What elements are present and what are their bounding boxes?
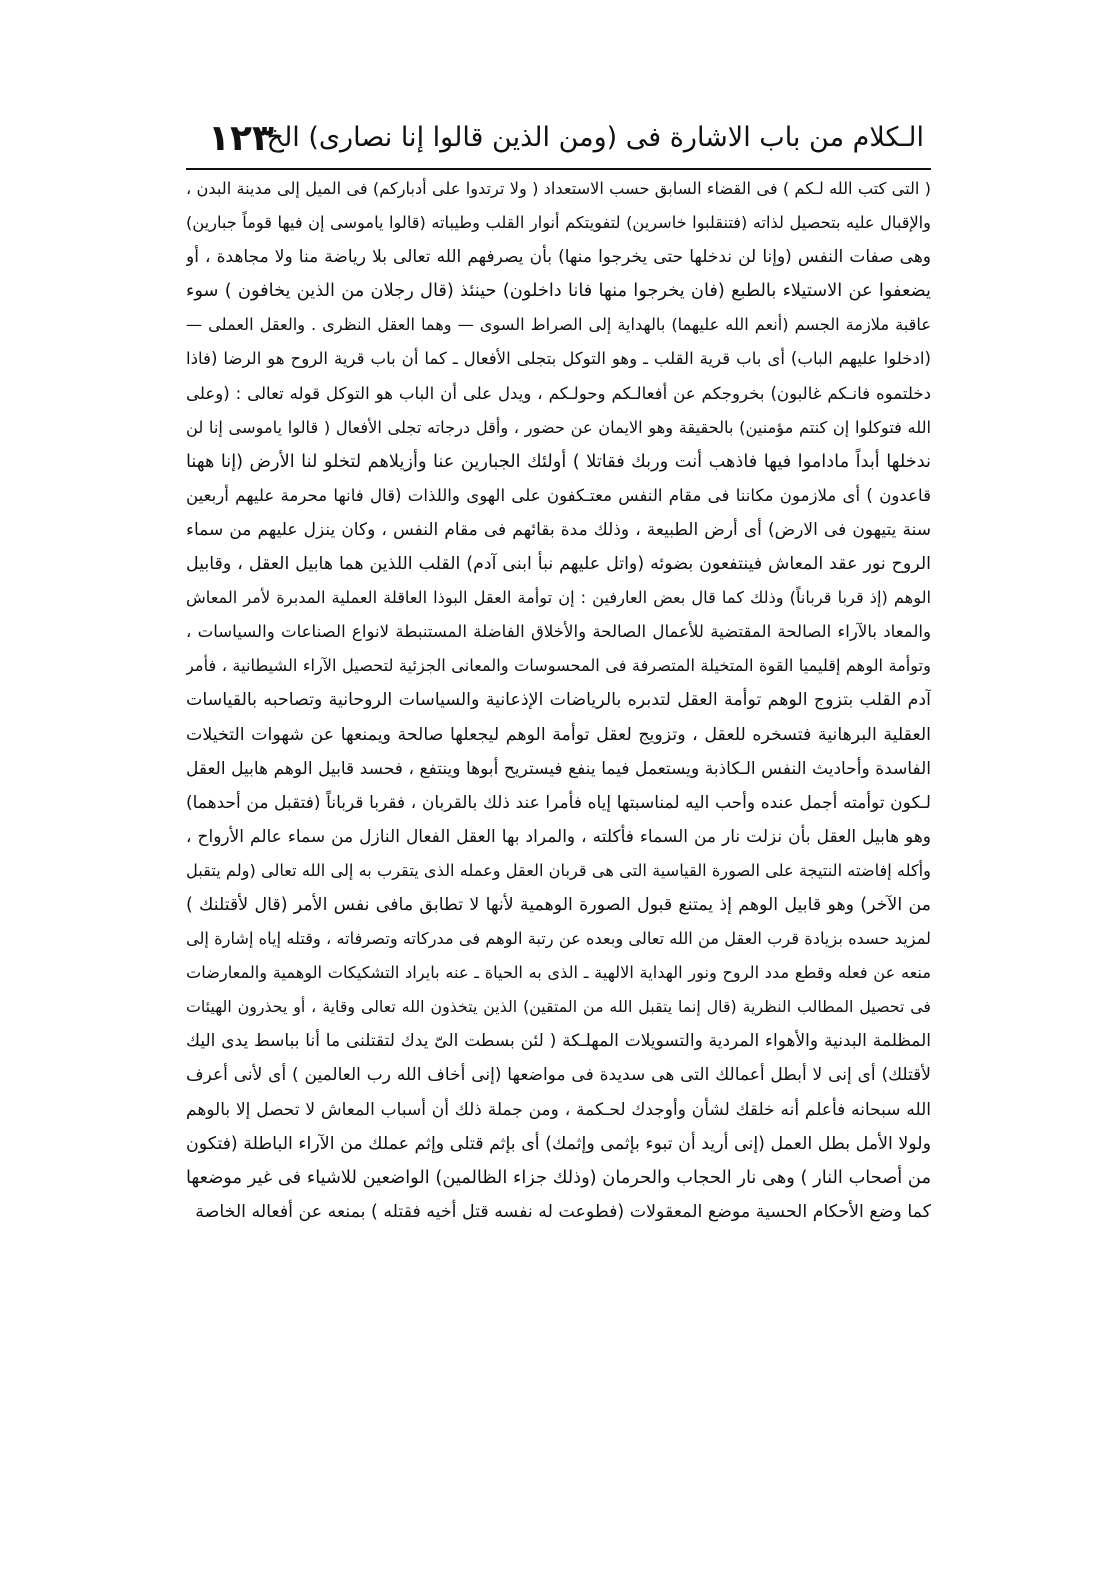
text-line: لأقتلك) أى إنى لا أبطل أعمالك التى هى سديدة فى مواضعها (إنى أخاف الله رب العالمين ) أى لأنى أعرف bbox=[186, 1065, 931, 1086]
text-line: قاعدون ) أى ملازمون مكاننا فى مقام النفس معتـكفون على الهوى واللذات (قال فانها محرمة عليهم أربعين bbox=[186, 485, 931, 505]
text-line: آدم القلب بتزوج الوهم توأمة العقل لتدبره بالرياضات الإذعانية والسياسات الروحانية وتصاحبه بالقياسات bbox=[186, 690, 931, 711]
text-line: يضعفوا عن الاستيلاء بالطبع (فان يخرجوا منها فانا داخلون) حينئذ (قال رجلان من الذين يخافون ) سوء bbox=[186, 280, 931, 302]
text-line: العقلية البرهانية فتسخره للعقل ، وتزويج لعقل توأمة الوهم ليجعلها صالحة ويمنعها عن شهوات التخيلات bbox=[186, 724, 931, 745]
text-line: ( التى كتب الله لـكم ) فى القضاء السابق حسب الاستعداد ( ولا ترتدوا على أدباركم) فى الميل إلى مدينة البدن ، bbox=[186, 179, 931, 198]
text-line: وهى صفات النفس (وإنا لن ندخلها حتى يخرجوا منها) بأن يصرفهم الله تعالى بلا رياضة منا ولا مجاهدة ، أو bbox=[186, 247, 931, 268]
text-line: الله سبحانه فأعلم أنه خلقك لشأن وأوجدك لحـكمة ، ومن جملة ذلك أن أسباب المعاش لا تحصل إلا بالوهم bbox=[186, 1099, 931, 1120]
text-line: دخلتموه فانـكم غالبون) بخروجكم عن أفعالـكم وحولـكم ، ويدل على أن الباب هو التوكل قوله تعالى : (وعلى bbox=[186, 383, 931, 403]
page-header bbox=[200, 118, 924, 170]
text-line: وتوأمة الوهم إقليميا القوة المتخيلة المتصرفة فى المحسوسات والمعانى الجزئية لتحصيل الآراء الشيطانية ، فأمر bbox=[186, 656, 931, 676]
body-text bbox=[186, 172, 931, 1229]
text-line: وهو هابيل العقل بأن نزلت نار من السماء فأكلته ، والمراد بها العقل الفعال النازل من سماء عالم الأرواح ، bbox=[186, 826, 931, 847]
text-line: عاقبة ملازمة الجسم (أنعم الله عليهما) بالهداية إلى الصراط السوى — وهما العقل النظرى . والعقل العملى — bbox=[186, 315, 931, 335]
text-line: (ادخلوا عليهم الباب) أى باب قرية القلب ـ وهو التوكل بتجلى الأفعال ـ كما أن باب قرية الروح هو الرضا (فاذا bbox=[186, 349, 931, 369]
header-rule bbox=[186, 168, 931, 170]
text-line: الروح نور عقد المعاش فينتفعون بضوئه (واتل عليهم نبأ ابنى آدم) القلب اللذين هما هابيل العقل ، وقابيل bbox=[186, 554, 931, 575]
text-line: المظلمة البدنية والأهواء المردية والتسويلات المهلـكة ( لئن بسطت الىّ يدك لتقتلنى ما أنا بباسط يدى اليك bbox=[186, 1031, 931, 1052]
text-line: لـكون توأمته أجمل عنده وأحب اليه لمناسبتها إياه فأمرا عند ذلك بالقربان ، فقربا قرباناً (فتقبل من أحدهما) bbox=[186, 792, 931, 813]
text-line: الوهم (إذ قربا قرباناً) وذلك كما قال بعض العارفين : إن توأمة العقل البوذا العاقلة العملية المدبرة لأمر المعاش bbox=[186, 588, 931, 608]
text-line: وأكله إفاضته النتيجة على الصورة القياسية التى هى قربان العقل وعمله الذى يتقرب به إلى الله تعالى (ولم يتقبل bbox=[186, 860, 931, 880]
text-line: ندخلها أبداً ماداموا فيها فاذهب أنت وربك فقاتلا ) أولئك الجبارين عنا وأزيلاهم لتخلو لنا الأرض (إنا ههنا bbox=[186, 450, 931, 472]
text-line: منعه عن فعله وقطع مدد الروح ونور الهداية الالهية ـ الذى به الحياة ـ عنه بايراد التشكيكات الوهمية والمعارضات bbox=[186, 963, 931, 983]
text-line: الفاسدة وأحاديث النفس الـكاذبة ويستعمل فيما ينفع فيستريح أبوها وينتفع ، فحسد قابيل الوهم هابيل العقل bbox=[186, 758, 931, 779]
text-line: سنة يتيهون فى الارض) أى أرض الطبيعة ، وذلك مدة بقائهم فى مقام النفس ، وكان ينزل عليهم من سماء bbox=[186, 519, 931, 540]
text-line: والإقبال عليه بتحصيل لذاته (فتنقلبوا خاسرين) لتفويتكم أنوار القلب وطيباته (قالوا ياموسى إن فيها قوماً جبارين) bbox=[186, 213, 931, 233]
text-line: والمعاد بالآراء الصالحة المقتضية للأعمال الصالحة والأخلاق الفاضلة المستنبطة لانواع الصناعات والسياسات ، bbox=[186, 622, 931, 642]
running-title: الـكلام من باب الاشارة فى (ومن الذين قالوا إنا نصارى) الخ bbox=[266, 122, 924, 153]
page-number: ١٢٣ bbox=[208, 118, 274, 159]
text-line: الله فتوكلوا إن كنتم مؤمنين) بالحقيقة وهو الايمان عن حضور ، وأقل درجاته تجلى الأفعال ( قالوا ياموسى إنا لن bbox=[186, 417, 931, 437]
text-line: من أصحاب النار ) وهى نار الحجاب والحرمان (وذلك جزاء الظالمين) الواضعين للاشياء فى غير موضعها bbox=[186, 1166, 931, 1188]
text-line: من الآخر) وهو قابيل الوهم إذ يمتنع قبول الصورة الوهمية لأنها لا تطابق مافى نفس الأمر (قال لأقتلنك ) bbox=[186, 894, 931, 915]
text-line: فى تحصيل المطالب النظرية (قال إنما يتقبل الله من المتقين) الذين يتخذون الله تعالى وقاية ، أو يحذرون الهيئات bbox=[186, 997, 931, 1017]
text-line: لمزيد حسده بزيادة قرب العقل من الله تعالى وبعده عن رتبة الوهم فى مدركاته وتصرفاته ، وقتله إياه إشارة إلى bbox=[186, 929, 931, 949]
text-line: كما وضع الأحكام الحسية موضع المعقولات (فطوعت له نفسه قتل أخيه فقتله ) بمنعه عن أفعاله الخاصة bbox=[195, 1201, 931, 1222]
text-line: ولولا الأمل بطل العمل (إنى أريد أن تبوء بإثمى وإثمك) أى بإثم قتلى وإثم عملك من الآراء الباطلة (فتكون bbox=[186, 1133, 931, 1154]
